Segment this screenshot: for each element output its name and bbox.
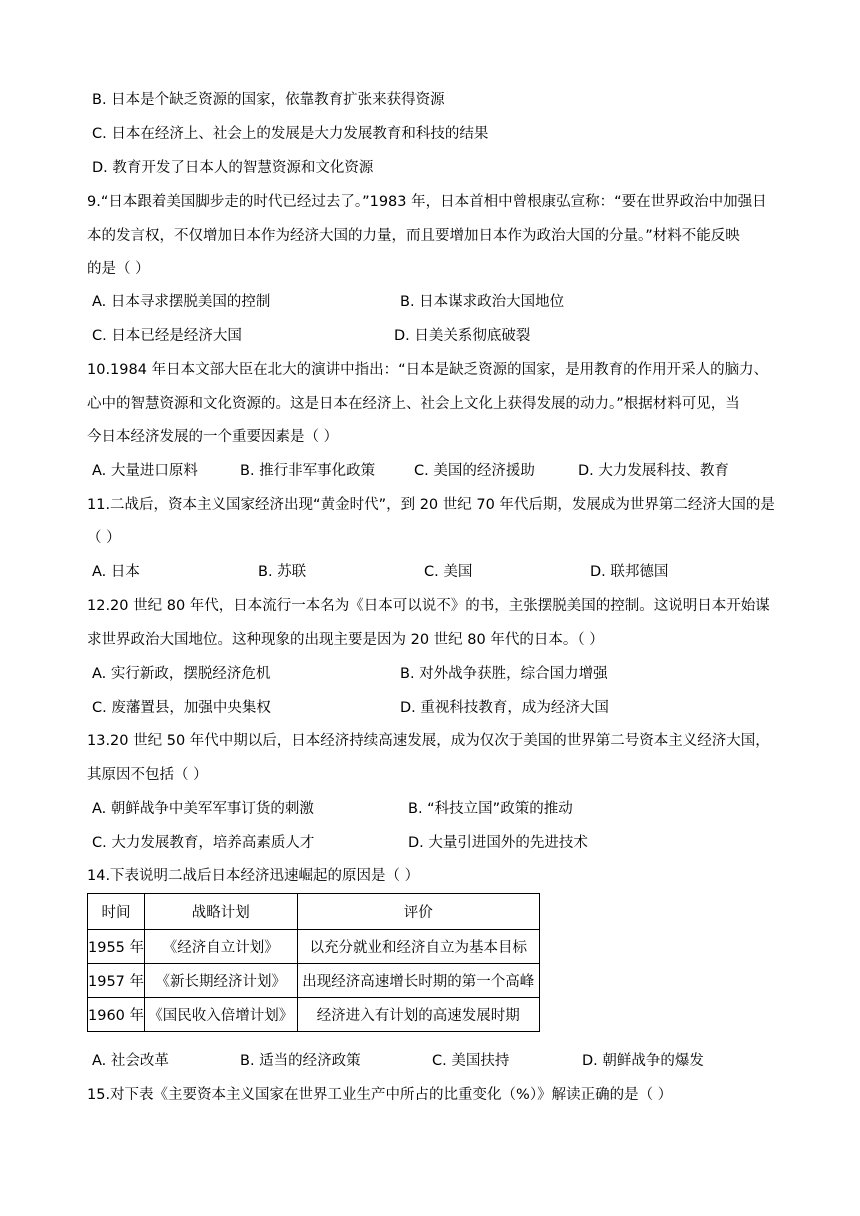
table-row xyxy=(88,964,540,998)
q13-option-d: D. 大量引进国外的先进技术 xyxy=(408,835,588,851)
q12-option-d: D. 重视科技教育，成为经济大国 xyxy=(400,700,609,716)
q12-option-b: B. 对外战争获胜，综合国力增强 xyxy=(400,666,608,682)
table-header-row xyxy=(88,894,540,930)
q12-option-a: A. 实行新政，摆脱经济危机 xyxy=(92,666,271,682)
table-cell-time: 1955 年 xyxy=(88,930,145,964)
table-cell-plan: 《新长期经济计划》 xyxy=(145,964,298,998)
q9-option-a: A. 日本寻求摆脱美国的控制 xyxy=(92,294,271,310)
q9-option-d: D. 日美关系彻底破裂 xyxy=(394,328,531,344)
table-header-evaluation: 评价 xyxy=(297,894,539,930)
q11-stem-line-2: （ ） xyxy=(87,530,121,546)
q13-option-c: C. 大力发展教育，培养高素质人才 xyxy=(92,835,315,851)
q12-option-c: C. 废藩置县，加强中央集权 xyxy=(92,700,271,716)
q13-stem-line-1: 13.20 世纪 50 年代中期以后，日本经济持续高速发展，成为仅次于美国的世界第二号资本主义经济大国， xyxy=(87,733,770,749)
q11-option-c: C. 美国 xyxy=(424,564,473,580)
table-header-time: 时间 xyxy=(88,894,145,930)
q13-stem-line-2: 其原因不包括（ ） xyxy=(87,767,208,783)
q12-stem-line-1: 12.20 世纪 80 年代，日本流行一本名为《日本可以说不》的书，主张摆脱美国的控制。这说明日本开始谋 xyxy=(87,598,770,614)
table-cell-evaluation: 以充分就业和经济自立为基本目标 xyxy=(297,930,539,964)
table-cell-evaluation: 经济进入有计划的高速发展时期 xyxy=(297,998,539,1032)
q12-stem-line-2: 求世界政治大国地位。这种现象的出现主要是因为 20 世纪 80 年代的日本。（ ） xyxy=(87,632,604,648)
q10-option-a: A. 大量进口原料 xyxy=(92,463,198,479)
table-header-plan: 战略计划 xyxy=(145,894,298,930)
table-row xyxy=(88,930,540,964)
q9-stem-line-1: 9.“日本跟着美国脚步走的时代已经过去了。”1983 年，日本首相中曾根康弘宣称：“要在世界政治中加强日 xyxy=(87,194,767,210)
q11-option-d: D. 联邦德国 xyxy=(590,564,669,580)
strategy-plan-table xyxy=(87,893,540,1032)
q13-option-b: B. “科技立国”政策的推动 xyxy=(408,801,573,817)
q10-stem-line-1: 10.1984 年日本文部大臣在北大的演讲中指出：“日本是缺乏资源的国家，是用教育的作用开采人的脑力、 xyxy=(87,362,769,378)
table-cell-plan: 《国民收入倍增计划》 xyxy=(145,998,298,1032)
q13-option-a: A. 朝鲜战争中美军军事订货的刺激 xyxy=(92,801,314,817)
q10-option-d: D. 大力发展科技、教育 xyxy=(578,463,729,479)
q8-option-d: D. 教育开发了日本人的智慧资源和文化资源 xyxy=(92,160,374,176)
q10-option-c: C. 美国的经济援助 xyxy=(414,463,535,479)
q14-stem: 14.下表说明二战后日本经济迅速崛起的原因是（ ） xyxy=(87,868,420,884)
q10-stem-line-3: 今日本经济发展的一个重要因素是（ ） xyxy=(87,429,339,445)
q14-option-d: D. 朝鲜战争的爆发 xyxy=(582,1053,704,1069)
q11-stem-line-1: 11.二战后，资本主义国家经济出现“黄金时代”，到 20 世纪 70 年代后期，发展成为世界第二经济大国的是 xyxy=(87,497,775,513)
table-cell-time: 1960 年 xyxy=(88,998,145,1032)
q14-option-c: C. 美国扶持 xyxy=(432,1053,510,1069)
q8-option-b: B. 日本是个缺乏资源的国家，依靠教育扩张来获得资源 xyxy=(92,92,445,108)
q11-option-b: B. 苏联 xyxy=(258,564,307,580)
q9-stem-line-2: 本的发言权，不仅增加日本作为经济大国的力量，而且要增加日本作为政治大国的分量。”材料不能反映 xyxy=(87,228,740,244)
table-row xyxy=(88,998,540,1032)
q14-option-a: A. 社会改革 xyxy=(92,1053,169,1069)
q9-option-b: B. 日本谋求政治大国地位 xyxy=(400,294,565,310)
q10-option-b: B. 推行非军事化政策 xyxy=(240,463,376,479)
q14-option-b: B. 适当的经济政策 xyxy=(240,1053,361,1069)
table-cell-time: 1957 年 xyxy=(88,964,145,998)
q8-option-c: C. 日本在经济上、社会上的发展是大力发展教育和科技的结果 xyxy=(92,126,489,142)
table-cell-evaluation: 出现经济高速增长时期的第一个高峰 xyxy=(297,964,539,998)
q9-stem-line-3: 的是（ ） xyxy=(87,261,150,277)
q10-stem-line-2: 心中的智慧资源和文化资源的。这是日本在经济上、社会上文化上获得发展的动力。”根据材料可见，当 xyxy=(87,396,740,412)
table-cell-plan: 《经济自立计划》 xyxy=(145,930,298,964)
q11-option-a: A. 日本 xyxy=(92,564,140,580)
q15-stem: 15.对下表《主要资本主义国家在世界工业生产中所占的比重变化（%）》解读正确的是（ ） xyxy=(87,1087,673,1103)
q9-option-c: C. 日本已经是经济大国 xyxy=(92,328,242,344)
